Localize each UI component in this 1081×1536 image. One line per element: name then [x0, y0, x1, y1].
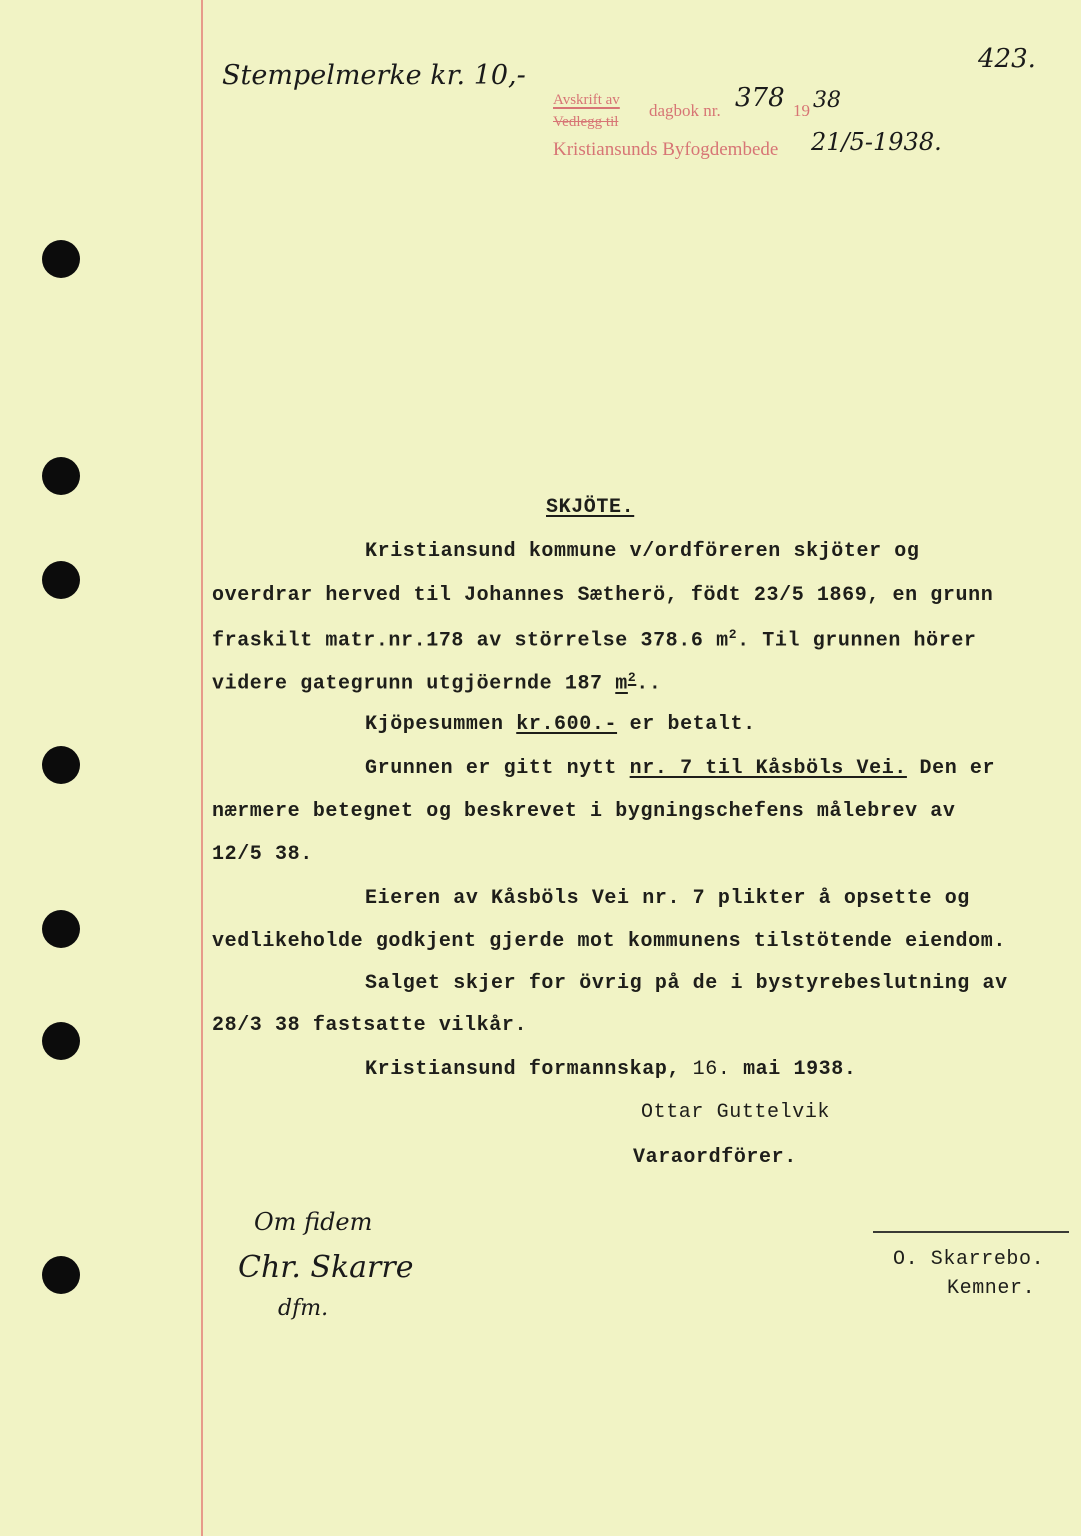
stamp-year-prefix: 19	[793, 101, 810, 120]
stamp-vedlegg-label: Vedlegg til	[553, 114, 619, 130]
binder-hole	[42, 1022, 80, 1060]
binder-hole	[42, 457, 80, 495]
witness-signature: Chr. Skarre	[238, 1250, 414, 1285]
document-title: SKJÖTE.	[546, 496, 635, 519]
binder-hole	[42, 561, 80, 599]
kemner-title: Kemner.	[947, 1277, 1036, 1300]
dagbok-number: 378	[735, 83, 785, 113]
body-line: Eieren av Kåsböls Vei nr. 7 plikter å opsette og	[365, 887, 970, 910]
place-date-line: Kristiansund formannskap, 16. mai 1938.	[365, 1058, 857, 1081]
stamp-avskrift-label: Avskrift av	[553, 92, 620, 108]
stamp-year-suffix: 38	[813, 88, 841, 113]
binder-hole	[42, 910, 80, 948]
page-number: 423.	[978, 44, 1036, 74]
body-line: vedlikeholde godkjent gjerde mot kommunens tilstötende eiendom.	[212, 930, 1006, 953]
body-line: fraskilt matr.nr.178 av störrelse 378.6 $m^2$. Til grunnen hörer	[212, 627, 977, 653]
stamp-dagbok-label: dagbok nr.	[649, 101, 721, 120]
stamp-office: Kristiansunds Byfogdembede	[553, 139, 779, 160]
body-line: 28/3 38 fastsatte vilkår.	[212, 1014, 528, 1037]
body-line: Kjöpesummen kr.600.- er betalt.	[365, 713, 756, 736]
body-line: overdrar herved til Johannes Sætherö, födt 23/5 1869, en grunn	[212, 584, 994, 607]
binder-hole	[42, 1256, 80, 1294]
witness-line-3: dfm.	[278, 1296, 329, 1321]
kemner-name: O. Skarrebo.	[893, 1248, 1045, 1271]
body-line: Grunnen er gitt nytt nr. 7 til Kåsböls Vei. Den er	[365, 757, 996, 780]
body-line: Kristiansund kommune v/ordföreren skjöter og	[365, 540, 920, 563]
body-line: nærmere betegnet og beskrevet i bygningschefens målebrev av	[212, 800, 956, 823]
body-line: 12/5 38.	[212, 843, 313, 866]
binder-hole	[42, 746, 80, 784]
stamp-date: 21/5-1938.	[811, 128, 942, 156]
witness-line-1: Om fidem	[254, 1208, 373, 1236]
binder-hole	[42, 240, 80, 278]
body-line: videre gategrunn utgjöernde 187 $m^2$..	[212, 670, 662, 696]
signatory-title: Varaordförer.	[633, 1146, 797, 1169]
stamp-duty-note: Stempelmerke kr. 10,-	[222, 60, 526, 91]
signatory-name: Ottar Guttelvik	[641, 1101, 831, 1124]
margin-rule	[201, 0, 203, 1536]
signature-rule	[873, 1231, 1069, 1233]
body-line: Salget skjer for övrig på de i bystyrebeslutning av	[365, 972, 1008, 995]
